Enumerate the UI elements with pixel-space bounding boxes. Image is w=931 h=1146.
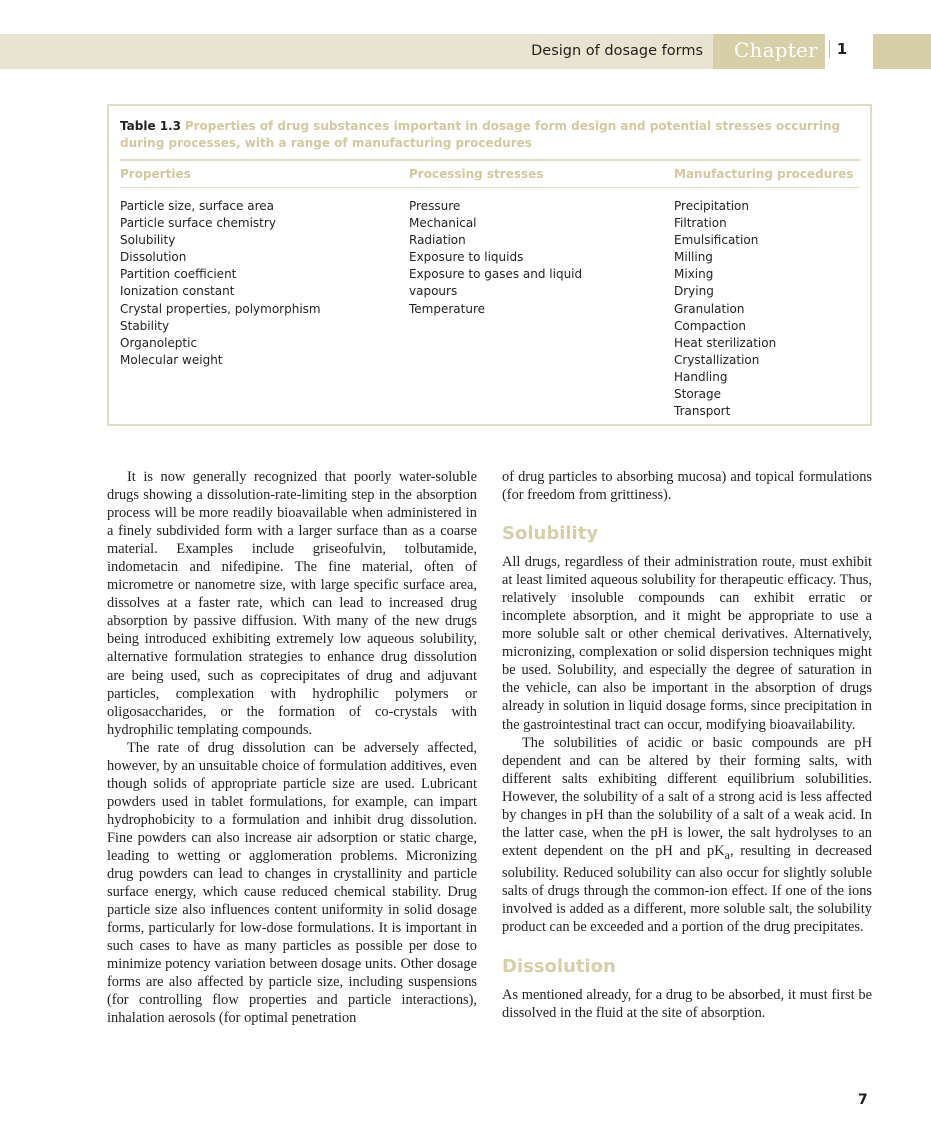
table-cell: Granulation bbox=[674, 301, 745, 316]
table-cell: Compaction bbox=[674, 318, 746, 333]
table-cell: Crystallization bbox=[674, 352, 760, 367]
column-header-processing-stresses: Processing stresses bbox=[409, 167, 544, 181]
pka-subscript: a bbox=[724, 847, 730, 862]
table-cell: Partition coefficient bbox=[120, 267, 237, 282]
table-cell: Ionization constant bbox=[120, 284, 235, 299]
paragraph-dissolution-rate: The rate of drug dissolution can be adversely affected, however, by an unsuitable choice of formulation additives, even though solids of appropriate particle size are used. Lubricant powders used in tablet formulations, for example, can impart hydrophobicity to a formulation and inhibit drug dissolution. Fine powders can also increase air adsorption or static charge, leading to wetting or agglomeration problems. Micronizing drug powders can lead to changes in crystallinity and particle surface energy, which cause reduced chemical stability. Drug particle size also influences content uniformity in solid dosage forms, particularly for low-dose formulations. It is important in such cases to have as many particles as possible per dose to minimize potency variation between dosage units. Other dosage forms are also affected by particle size, including suspensions (for controlling flow properties and particle interactions), inhalation aerosols (for optimal penetration bbox=[107, 739, 477, 1027]
table-rule-top bbox=[120, 159, 860, 161]
solubility-text-part-2: , resulting in decreased solubility. Reduced solubility can also occur for slightly soluble salts of drugs through the common-ion effect. If one of the ions involved is added as a different, more soluble salt, the solubility product can be exceeded and a portion of the drug precipitates. bbox=[502, 842, 872, 935]
table-cell: Mechanical bbox=[409, 216, 477, 231]
paragraph-solubility-2 bbox=[502, 734, 872, 936]
table-cell: Stability bbox=[120, 318, 170, 333]
properties-column bbox=[120, 198, 321, 369]
chapter-label: Chapter bbox=[734, 38, 818, 62]
table-cell: Drying bbox=[674, 284, 714, 299]
table-cell: Particle surface chemistry bbox=[120, 216, 276, 231]
heading-dissolution: Dissolution bbox=[502, 955, 616, 977]
table-cell: Milling bbox=[674, 250, 713, 265]
table-cell: Molecular weight bbox=[120, 352, 223, 367]
table-cell: Organoleptic bbox=[120, 335, 198, 350]
table-cell: Transport bbox=[674, 404, 731, 419]
table-caption bbox=[120, 118, 860, 152]
paragraph-particle-size: It is now generally recognized that poorly water-soluble drugs showing a dissolution-rate-limiting step in the absorption process will be more readily bioavailable when administered in a finely subdivided form with a larger surface than as a coarse material. Examples include griseofulvin, tolbutamide, indometacin and nifedipine. The fine material, often of micrometre or nanometre size, with large specific surface area, dissolves at a faster rate, which can lead to increased drug absorption by passive diffusion. With many of the new drugs being introduced exhibiting extremely low aqueous solubility, alternative formulation strategies to enhance drug dissolution are being used, such as coprecipitates of drug and adjuvant particles, complexation with hydrophilic polymers or oligosaccharides, or the formation of co-crystals with hydrophilic templating compounds. bbox=[107, 469, 477, 738]
paragraph-continuation: of drug particles to absorbing mucosa) and topical formulations (for freedom from grittiness). bbox=[502, 469, 872, 504]
processing-stresses-column bbox=[409, 198, 582, 318]
table-cell: Heat sterilization bbox=[674, 335, 777, 350]
left-text-column bbox=[107, 468, 477, 1027]
table-cell: Dissolution bbox=[120, 250, 187, 265]
header-tail bbox=[873, 34, 931, 69]
table-cell: Mixing bbox=[674, 267, 714, 282]
table-caption-text: Properties of drug substances important in dosage form design and potential stresses occurring during processes, with a range of manufacturing procedures bbox=[120, 119, 841, 150]
solubility-text-part-1: The solubilities of acidic or basic compounds are pH dependent and can be altered by their forming salts, with different salts exhibiting different equilibrium solubilities. However, the solubility of a salt of a strong acid is less affected by changes in pH than the solubility of a salt of a weak acid. In the latter case, when the pH is lower, the salt hydrolyses to an extent dependent on the pH and pK bbox=[502, 734, 872, 859]
table-cell: Storage bbox=[674, 387, 721, 402]
table-cell: Filtration bbox=[674, 216, 727, 231]
table-number: Table 1.3 bbox=[120, 119, 182, 133]
table-cell: Temperature bbox=[409, 301, 486, 316]
table-cell: Handling bbox=[674, 369, 728, 384]
heading-solubility: Solubility bbox=[502, 523, 599, 545]
table-cell: Solubility bbox=[120, 233, 176, 248]
table-cell: Exposure to liquids bbox=[409, 250, 524, 265]
running-title: Design of dosage forms bbox=[531, 43, 703, 59]
table-cell: vapours bbox=[409, 284, 458, 299]
table-cell: Radiation bbox=[409, 233, 466, 248]
column-header-manufacturing-procedures: Manufacturing procedures bbox=[674, 167, 854, 181]
table-cell: Exposure to gases and liquid bbox=[409, 267, 583, 282]
chapter-number: 1 bbox=[829, 40, 854, 58]
page-number: 7 bbox=[858, 1092, 868, 1108]
table-cell: Pressure bbox=[409, 199, 461, 213]
paragraph-solubility-1: All drugs, regardless of their administration route, must exhibit at least limited aqueous solubility for therapeutic efficacy. Thus, relatively insoluble compounds can exhibit erratic or incomplete absorption, and it might be appropriate to use a more soluble salt or other chemical derivatives. Alternatively, micronizing, complexation or solid dispersion techniques might be used. Solubility, and especially the degree of saturation in the vehicle, can also be important in the absorption of drugs already in solution in liquid dosage forms, since precipitation in the gastrointestinal tract can occur, modifying bioavailability. bbox=[502, 554, 872, 733]
column-header-properties: Properties bbox=[120, 167, 191, 181]
table-cell: Particle size, surface area bbox=[120, 199, 274, 213]
table-cell: Emulsification bbox=[674, 233, 759, 248]
paragraph-dissolution-1: As mentioned already, for a drug to be absorbed, it must first be dissolved in the fluid at the site of absorption. bbox=[502, 986, 872, 1021]
right-text-column bbox=[502, 468, 872, 1022]
table-rule-header bbox=[120, 187, 860, 188]
table-1-3 bbox=[107, 104, 872, 426]
manufacturing-procedures-column bbox=[674, 198, 776, 420]
table-cell: Precipitation bbox=[674, 199, 750, 213]
table-cell: Crystal properties, polymorphism bbox=[120, 301, 321, 316]
